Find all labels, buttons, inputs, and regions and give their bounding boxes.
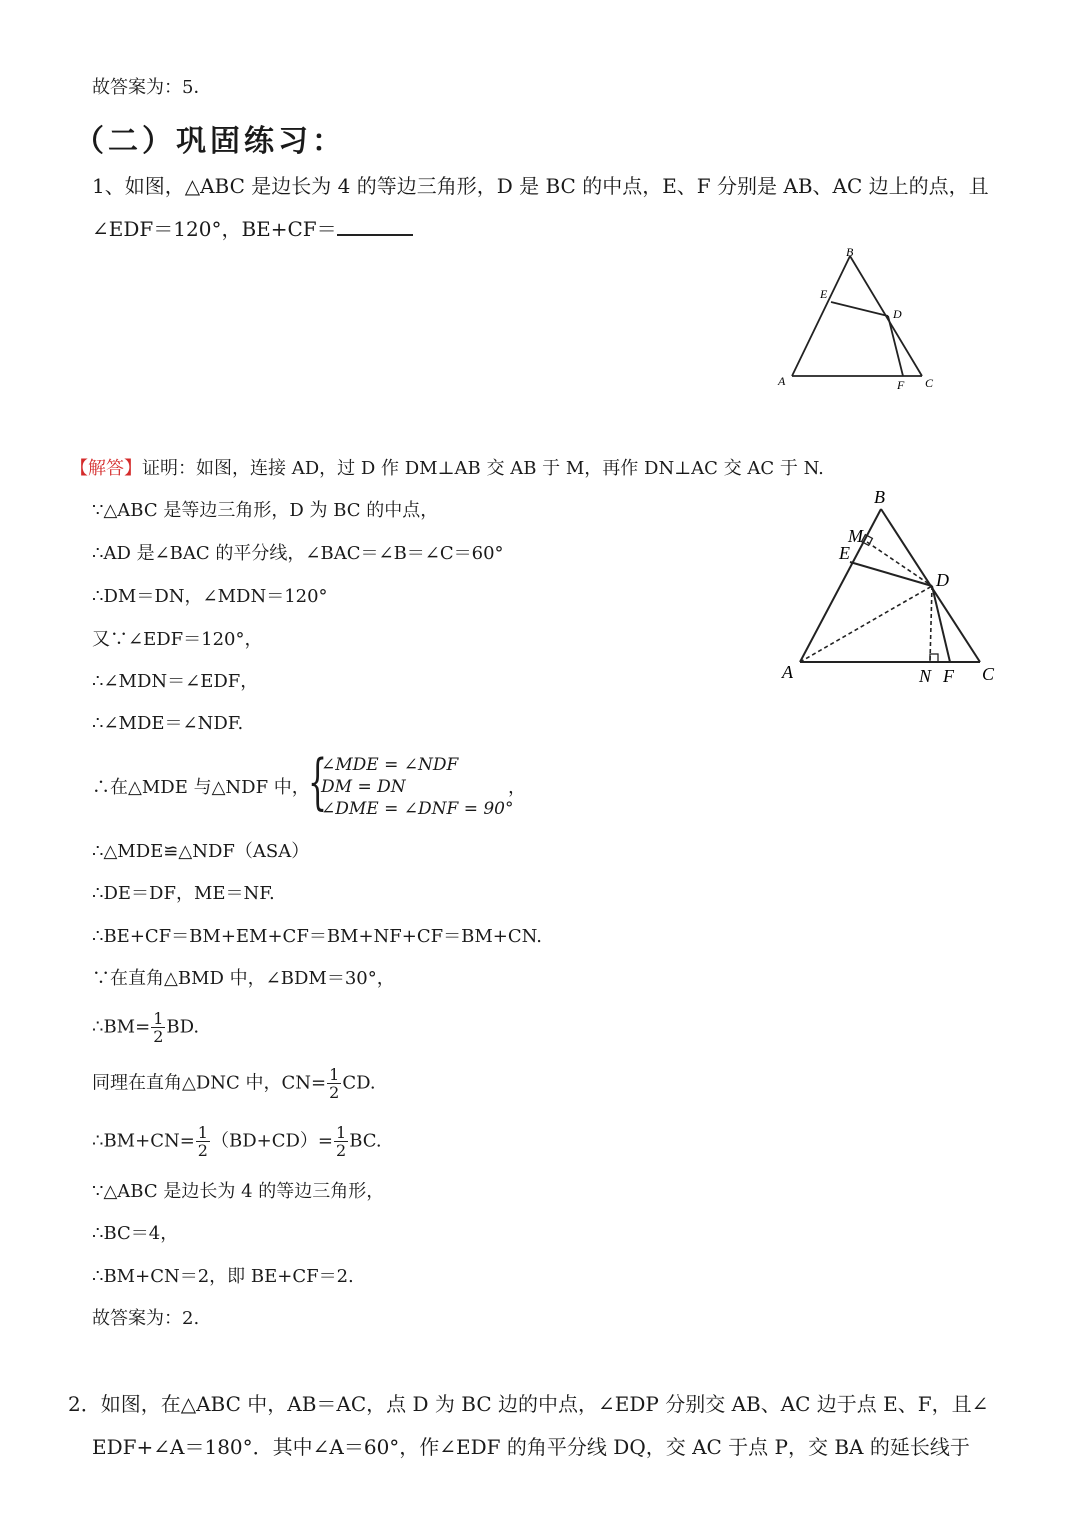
frac-den: 2: [336, 1141, 347, 1160]
system-suffix: ，: [508, 777, 526, 798]
fig2-label-C: C: [982, 664, 995, 684]
system-prefix: ∴在△MDE 与△NDF 中，: [92, 777, 310, 798]
frac-num: 1: [197, 1123, 208, 1142]
question-1-line-2: [92, 216, 413, 242]
solution-line: ∴DE＝DF，ME＝NF.: [92, 883, 275, 904]
solution-line: ∴BC＝4，: [92, 1223, 179, 1244]
fig2-label-D: D: [936, 570, 949, 590]
solution-line: ∴BM+CN＝2，即 BE+CF＝2.: [92, 1266, 354, 1287]
fig1-label-D: D: [893, 307, 902, 321]
cn-prefix: 同理在直角△DNC 中，CN=: [92, 1072, 327, 1094]
solution-line: ∴∠MDE＝∠NDF.: [92, 713, 244, 734]
fraction-half: [196, 1124, 210, 1159]
question-2-line-2: EDF+∠A＝180°．其中∠A＝60°，作∠EDF 的角平分线 DQ，交 AC 于点 P，交 BA 的延长线于: [92, 1435, 970, 1459]
answer-blank: [337, 216, 413, 236]
frac-num: 1: [329, 1065, 340, 1084]
left-brace: {: [308, 747, 328, 817]
solution-line: ∵在直角△BMD 中，∠BDM＝30°，: [92, 968, 395, 989]
system-eq-1: ∠MDE = ∠NDF: [321, 755, 459, 775]
sum-mid: （BD+CD）=: [210, 1130, 334, 1152]
frac-num: 1: [153, 1009, 164, 1028]
solution-line: ∵△ABC 是等边三角形，D 为 BC 的中点，: [92, 500, 439, 521]
fig1-label-B: B: [846, 245, 854, 259]
bm-suffix: BD.: [166, 1016, 200, 1038]
sum-equation: [92, 1124, 382, 1159]
frac-den: 2: [329, 1083, 340, 1102]
fig2-label-A: A: [782, 662, 793, 682]
fig2-label-N: N: [919, 666, 932, 686]
fig2-label-B: B: [874, 487, 885, 507]
fig2-label-M: M: [848, 526, 863, 546]
frac-den: 2: [197, 1141, 208, 1160]
fig2-label-F: F: [943, 666, 954, 686]
solution-line: ∴△MDE≌△NDF（ASA）: [92, 841, 310, 862]
cn-equation: [92, 1066, 376, 1101]
bm-prefix: ∴BM=: [92, 1016, 151, 1038]
system-eq-3: ∠DME = ∠DNF = 90°: [321, 799, 514, 819]
solution-answer: 故答案为：2.: [92, 1308, 200, 1329]
fig1-label-F: F: [897, 378, 905, 392]
fraction-half: [151, 1010, 165, 1045]
sum-prefix: ∴BM+CN=: [92, 1130, 195, 1152]
figure-1-triangle: [770, 240, 950, 395]
solution-line: ∴BE+CF＝BM+EM+CF＝BM+NF+CF＝BM+CN.: [92, 926, 542, 947]
solution-line: ∴∠MDN＝∠EDF，: [92, 671, 259, 692]
question-1-line-2-text: ∠EDF＝120°，BE+CF＝: [92, 217, 337, 241]
fig1-label-C: C: [925, 376, 934, 390]
frac-den: 2: [153, 1027, 164, 1046]
bm-equation: [92, 1010, 199, 1045]
solution-line: 又∵∠EDF＝120°，: [92, 629, 263, 650]
solution-line: ∵△ABC 是边长为 4 的等边三角形，: [92, 1181, 385, 1202]
solution-tag: 【解答】: [70, 458, 142, 479]
question-2-line-1: 2．如图，在△ABC 中，AB＝AC，点 D 为 BC 边的中点，∠EDP 分别交 AB、AC 边于点 E、F，且∠: [68, 1392, 989, 1416]
fig1-label-E: E: [820, 287, 828, 301]
question-1-line-1: 1、如图，△ABC 是边长为 4 的等边三角形，D 是 BC 的中点，E、F 分别是 AB、AC 边上的点，且: [92, 174, 989, 198]
solution-line: ∴DM＝DN，∠MDN＝120°: [92, 586, 328, 607]
frac-num: 1: [336, 1123, 347, 1142]
solution-intro: [70, 457, 824, 481]
figure-2-triangle: [770, 484, 1010, 689]
fig1-label-A: A: [778, 374, 786, 388]
sum-suffix: BC.: [349, 1130, 382, 1152]
section-title: （二）巩固练习：: [74, 124, 346, 159]
system-eq-2: DM = DN: [321, 777, 406, 797]
cn-suffix: CD.: [342, 1072, 376, 1094]
fraction-half: [327, 1066, 341, 1101]
previous-answer: 故答案为：5．: [92, 77, 212, 98]
solution-line: ∴AD 是∠BAC 的平分线，∠BAC＝∠B＝∠C＝60°: [92, 543, 504, 564]
fraction-half: [334, 1124, 348, 1159]
fig2-label-E: E: [839, 543, 850, 563]
solution-intro-text: 证明：如图，连接 AD，过 D 作 DM⊥AB 交 AB 于 M，再作 DN⊥AC 交 AC 于 N.: [142, 458, 824, 479]
